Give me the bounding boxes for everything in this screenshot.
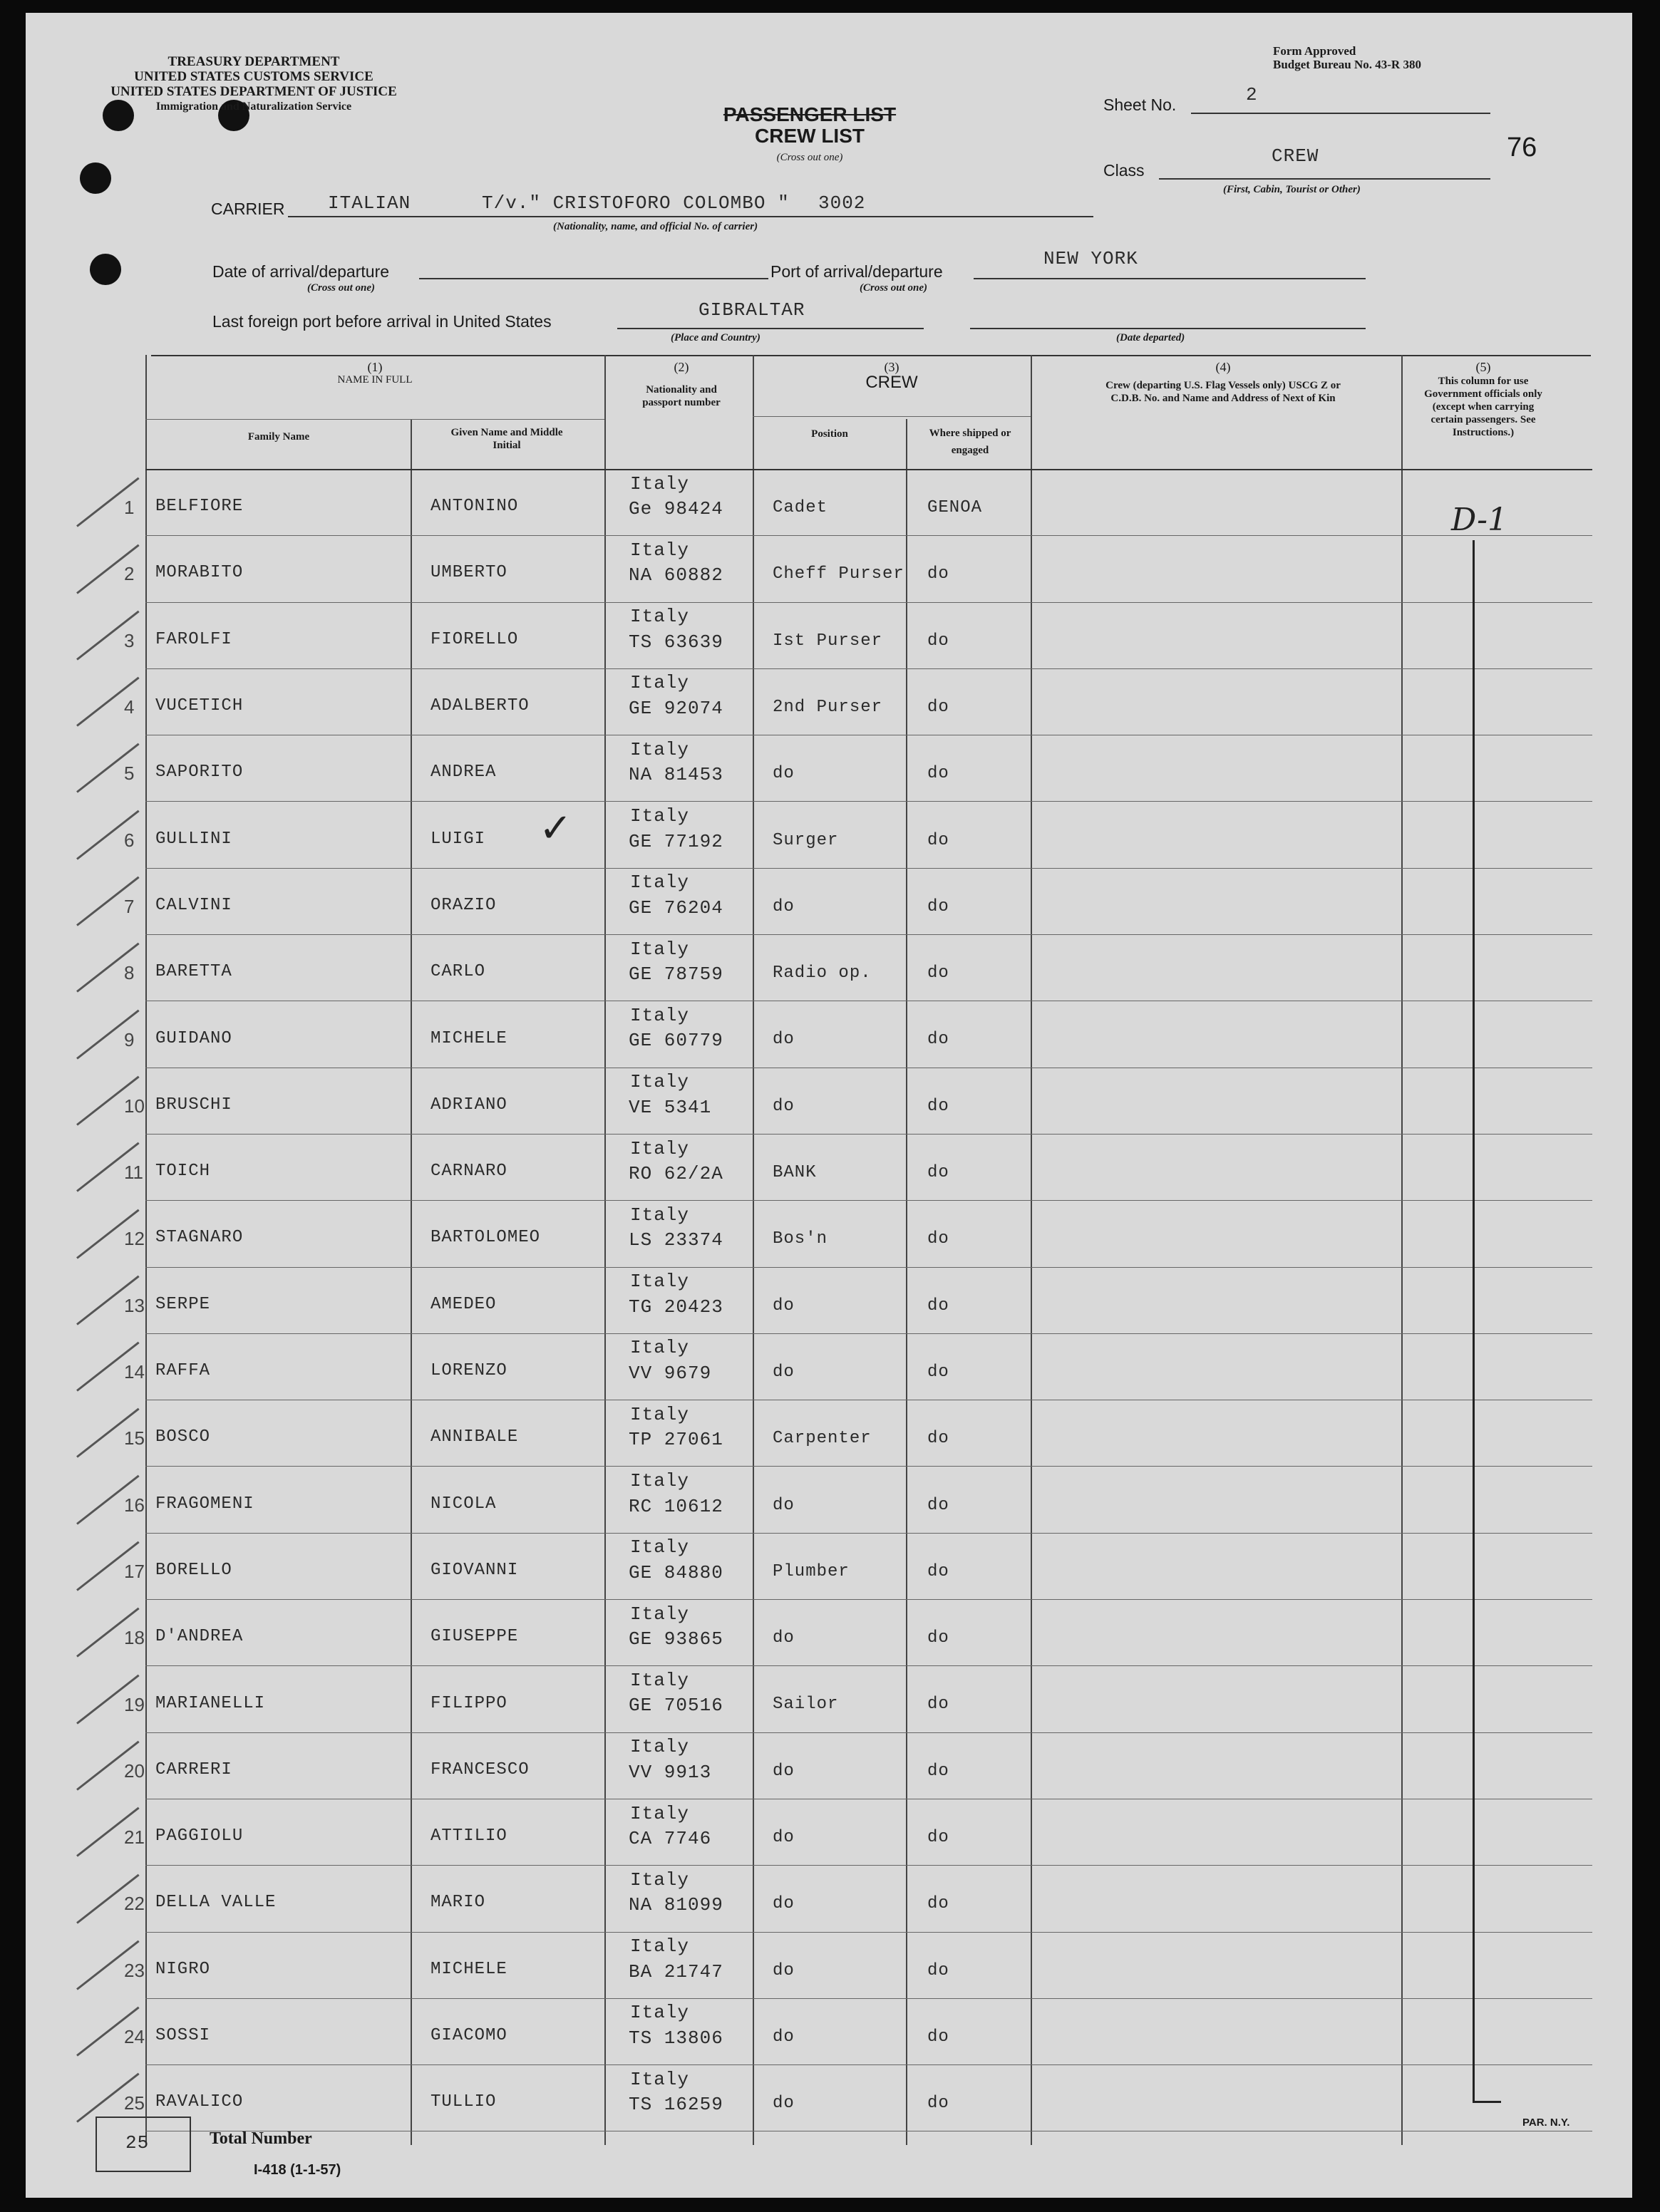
col1-header: [147, 361, 603, 386]
family-name: MORABITO: [155, 563, 244, 583]
table-row: [26, 1267, 1632, 1333]
crew-position: do: [773, 1628, 795, 1648]
table-row: [26, 1001, 1632, 1067]
nationality: Italy: [630, 1137, 690, 1159]
family-name: D'ANDREA: [155, 1627, 244, 1647]
sheet-label: Sheet No.: [1103, 95, 1177, 114]
nationality: Italy: [630, 938, 690, 960]
family-name: RAFFA: [155, 1361, 211, 1381]
shipped-or-engaged: do: [927, 2094, 949, 2114]
shipped-or-engaged: do: [927, 1828, 949, 1848]
shipped-or-engaged: do: [927, 1761, 949, 1781]
row-number: 12: [124, 1228, 145, 1250]
date-departed-underline: [970, 328, 1366, 329]
row-number: 17: [124, 1560, 145, 1582]
shipped-or-engaged: do: [927, 1894, 949, 1914]
col-title: NAME IN FULL: [337, 374, 413, 386]
passport-number: GE 70516: [629, 1695, 723, 1717]
family-name: NIGRO: [155, 1959, 211, 1979]
passport-number: TS 63639: [629, 631, 723, 653]
family-name: SERPE: [155, 1294, 211, 1314]
date-label: Date of arrival/departure: [212, 262, 390, 281]
passport-number: GE 84880: [629, 1561, 723, 1583]
nationality: Italy: [630, 2068, 690, 2090]
crew-position: do: [773, 1296, 795, 1316]
family-name: BOSCO: [155, 1427, 211, 1447]
total-value: 25: [125, 2132, 150, 2154]
family-name: BARETTA: [155, 962, 232, 982]
shipped-or-engaged: do: [927, 1960, 949, 1980]
title-crew: CREW LIST: [755, 125, 865, 147]
passport-number: RC 10612: [629, 1495, 723, 1517]
agency-line: TREASURY DEPARTMENT: [167, 54, 340, 69]
table-row: [26, 1998, 1632, 2064]
table-row: [26, 1732, 1632, 1799]
table-row: [26, 1467, 1632, 1533]
given-name: ADALBERTO: [431, 696, 530, 716]
passport-number: GE 77192: [629, 830, 723, 852]
crew-position: do: [773, 1096, 795, 1116]
shipped-or-engaged: GENOA: [927, 498, 983, 518]
row-number: 1: [124, 497, 135, 519]
passport-number: GE 78759: [629, 963, 723, 986]
shipped-or-engaged: do: [927, 1695, 949, 1715]
shipped-or-engaged: do: [927, 764, 949, 784]
given-name: CARNARO: [431, 1162, 507, 1182]
class-note: (First, Cabin, Tourist or Other): [1223, 184, 1361, 195]
col2-header: [628, 361, 735, 409]
passport-number: VV 9679: [629, 1362, 712, 1384]
given-name: FIORELLO: [431, 629, 519, 649]
nationality: Italy: [630, 1403, 690, 1425]
shipped-or-engaged: do: [927, 1030, 949, 1050]
passport-number: NA 60882: [629, 564, 723, 586]
annotation-bracket-line: [1473, 540, 1475, 2101]
nationality: Italy: [630, 1004, 690, 1026]
row-number: 6: [124, 829, 135, 851]
given-name: AMEDEO: [431, 1294, 497, 1314]
table-row: [26, 1400, 1632, 1466]
col3-shipped-header: Where shipped or engaged: [929, 428, 1011, 456]
shipped-or-engaged: do: [927, 2027, 949, 2047]
col-num: (2): [674, 360, 689, 374]
given-name: BARTOLOMEO: [431, 1228, 541, 1248]
crew-position: do: [773, 1495, 795, 1515]
col4-header: [1095, 361, 1351, 405]
shipped-or-engaged: do: [927, 963, 949, 983]
crew-position: Surger: [773, 830, 839, 850]
nationality: Italy: [630, 1936, 690, 1958]
table-row: [26, 1865, 1632, 1931]
punch-hole: [90, 254, 121, 285]
form-id: I-418 (1-1-57): [254, 2162, 341, 2178]
last-port-label: Last foreign port before arrival in United States: [212, 312, 552, 331]
family-name: BELFIORE: [155, 497, 244, 517]
given-name: ANNIBALE: [431, 1427, 519, 1447]
row-number: 14: [124, 1361, 145, 1383]
shipped-or-engaged: do: [927, 697, 949, 717]
crew-position: do: [773, 1828, 795, 1848]
form-approved-line: Form Approved: [1273, 44, 1356, 58]
form-approved: [1273, 44, 1421, 71]
annotation-d1: D-1: [1451, 502, 1507, 538]
crew-position: do: [773, 1894, 795, 1914]
crew-list-document: [26, 13, 1632, 2198]
table-row: [26, 1200, 1632, 1266]
passport-number: GE 93865: [629, 1628, 723, 1650]
family-name: SAPORITO: [155, 763, 244, 782]
nationality: Italy: [630, 1802, 690, 1824]
list-title: [667, 104, 952, 168]
crew-position: Cadet: [773, 498, 828, 518]
shipped-or-engaged: do: [927, 1163, 949, 1183]
table-row: [26, 1799, 1632, 1865]
row-number: 13: [124, 1294, 145, 1316]
given-name: GIACOMO: [431, 2026, 507, 2046]
given-name: TULLIO: [431, 2092, 497, 2112]
annotation-bracket-foot: [1473, 2101, 1501, 2103]
given-name: ADRIANO: [431, 1095, 507, 1115]
sheet-value: 2: [1246, 84, 1258, 105]
nationality: Italy: [630, 805, 690, 827]
given-name: NICOLA: [431, 1494, 497, 1514]
col-title: Crew (departing U.S. Flag Vessels only) USCG Z or C.D.B. No. and Name and Address of Next of Kin: [1105, 380, 1341, 404]
check-mark: ✓: [539, 805, 572, 852]
nationality: Italy: [630, 539, 690, 561]
agency-header: [76, 54, 432, 114]
table-row: [26, 1665, 1632, 1732]
last-port-note: (Place and Country): [671, 332, 761, 343]
crew-position: do: [773, 896, 795, 916]
row-number: 16: [124, 1494, 145, 1516]
row-number: 24: [124, 2026, 145, 2048]
passport-number: LS 23374: [629, 1229, 723, 1251]
table-row: [26, 535, 1632, 601]
row-number: 22: [124, 1893, 145, 1915]
date-underline: [419, 278, 768, 279]
col3-position-header: Position: [811, 428, 848, 440]
nationality: Italy: [630, 1204, 690, 1226]
family-name: GUIDANO: [155, 1028, 232, 1048]
passport-number: GE 76204: [629, 896, 723, 919]
shipped-or-engaged: do: [927, 1561, 949, 1581]
subheader-rule: [145, 419, 604, 420]
row-number: 2: [124, 563, 135, 585]
table-row: [26, 668, 1632, 735]
shipped-or-engaged: do: [927, 1096, 949, 1116]
given-name: UMBERTO: [431, 563, 507, 583]
punch-hole: [80, 162, 111, 194]
agency-line: Immigration and Naturalization Service: [155, 100, 352, 113]
title-passenger: PASSENGER LIST: [723, 103, 897, 125]
given-name: GIOVANNI: [431, 1560, 519, 1580]
subheader-rule: [753, 416, 1031, 417]
passport-number: CA 7746: [629, 1828, 712, 1850]
nationality: Italy: [630, 1603, 690, 1625]
table-row: [26, 2064, 1632, 2131]
title-note: (Cross out one): [776, 152, 843, 163]
shipped-or-engaged: do: [927, 830, 949, 850]
crew-position: do: [773, 2027, 795, 2047]
col-num: (5): [1475, 360, 1491, 374]
carrier-note: (Nationality, name, and official No. of carrier): [553, 221, 758, 232]
given-name: ORAZIO: [431, 895, 497, 915]
crew-position: do: [773, 1960, 795, 1980]
row-number: 5: [124, 763, 135, 785]
family-name: DELLA VALLE: [155, 1893, 277, 1913]
nationality: Italy: [630, 606, 690, 628]
col-num: (4): [1215, 360, 1231, 374]
passport-number: GE 60779: [629, 1030, 723, 1052]
carrier-label: CARRIER: [211, 200, 285, 218]
given-name: FILIPPO: [431, 1693, 507, 1713]
given-name: MICHELE: [431, 1959, 507, 1979]
given-name: FRANCESCO: [431, 1759, 530, 1779]
shipped-or-engaged: do: [927, 564, 949, 584]
nationality: Italy: [630, 1736, 690, 1758]
nationality: Italy: [630, 2002, 690, 2024]
passport-number: TP 27061: [629, 1429, 723, 1451]
sheet-underline: [1191, 113, 1490, 114]
family-name: FAROLFI: [155, 629, 232, 649]
crew-position: Cheff Purser: [773, 564, 904, 584]
passport-number: GE 92074: [629, 697, 723, 719]
table-row: [26, 1533, 1632, 1599]
table-row: [26, 1068, 1632, 1134]
nationality: Italy: [630, 1869, 690, 1891]
row-number: 4: [124, 696, 135, 718]
carrier-underline: [288, 216, 1093, 217]
given-name: MICHELE: [431, 1028, 507, 1048]
table-row: [26, 1134, 1632, 1200]
nationality: Italy: [630, 1271, 690, 1293]
total-label: Total Number: [210, 2129, 312, 2148]
col-num: (1): [367, 360, 383, 374]
given-name: LUIGI: [431, 829, 486, 849]
row-number: 8: [124, 962, 135, 984]
given-name: MARIO: [431, 1893, 486, 1913]
nationality: Italy: [630, 1470, 690, 1492]
crew-position: do: [773, 1761, 795, 1781]
given-name: ANTONINO: [431, 497, 519, 517]
row-number: 7: [124, 895, 135, 917]
date-note: (Cross out one): [307, 282, 376, 294]
given-name: LORENZO: [431, 1361, 507, 1381]
col5-header: [1423, 361, 1544, 439]
col1-family-header: Family Name: [247, 431, 310, 443]
nationality: Italy: [630, 1669, 690, 1691]
table-row: [26, 934, 1632, 1001]
shipped-or-engaged: do: [927, 1229, 949, 1249]
carrier-name: T/v." CRISTOFORO COLOMBO ": [482, 192, 790, 214]
passport-number: TS 13806: [629, 2027, 723, 2049]
table-row: [26, 802, 1632, 868]
passport-number: RO 62/2A: [629, 1163, 723, 1185]
family-name: BRUSCHI: [155, 1095, 232, 1115]
agency-line: UNITED STATES DEPARTMENT OF JUSTICE: [110, 84, 397, 99]
crew-position: do: [773, 764, 795, 784]
col-title: CREW: [865, 373, 918, 392]
port-value: NEW YORK: [1043, 248, 1138, 269]
page-stamp: 76: [1507, 133, 1537, 162]
family-name: MARIANELLI: [155, 1693, 266, 1713]
crew-position: Bos'n: [773, 1229, 828, 1249]
date-departed-note: (Date departed): [1116, 332, 1185, 343]
class-value: CREW: [1272, 145, 1319, 167]
port-label: Port of arrival/departure: [770, 262, 943, 281]
nationality: Italy: [630, 472, 690, 495]
shipped-or-engaged: do: [927, 1296, 949, 1316]
passport-number: Ge 98424: [629, 498, 723, 520]
shipped-or-engaged: do: [927, 1495, 949, 1515]
nationality: Italy: [630, 1337, 690, 1359]
class-label: Class: [1103, 161, 1145, 180]
crew-position: Sailor: [773, 1695, 839, 1715]
crew-position: Ist Purser: [773, 631, 883, 651]
carrier-nationality: ITALIAN: [328, 192, 411, 214]
row-number: 15: [124, 1427, 145, 1449]
carrier-number: 3002: [818, 192, 866, 214]
nationality: Italy: [630, 872, 690, 894]
port-note: (Cross out one): [860, 282, 928, 294]
crew-position: do: [773, 1362, 795, 1382]
family-name: RAVALICO: [155, 2092, 244, 2112]
form-approved-line: Budget Bureau No. 43-R 380: [1273, 58, 1421, 71]
row-number: 20: [124, 1759, 145, 1782]
passport-number: TS 16259: [629, 2094, 723, 2116]
last-port-underline: [617, 328, 924, 329]
table-row: [26, 868, 1632, 934]
port-underline: [974, 278, 1366, 279]
family-name: STAGNARO: [155, 1228, 244, 1248]
nationality: Italy: [630, 672, 690, 694]
family-name: FRAGOMENI: [155, 1494, 254, 1514]
nationality: Italy: [630, 738, 690, 760]
family-name: TOICH: [155, 1162, 211, 1182]
passport-number: TG 20423: [629, 1296, 723, 1318]
table-row: [26, 469, 1632, 535]
row-number: 19: [124, 1693, 145, 1715]
crew-position: BANK: [773, 1163, 817, 1183]
row-number: 21: [124, 1826, 145, 1849]
family-name: VUCETICH: [155, 696, 244, 716]
family-name: BORELLO: [155, 1560, 232, 1580]
col3-header: [754, 360, 1029, 392]
crew-position: Radio op.: [773, 963, 872, 983]
shipped-or-engaged: do: [927, 1628, 949, 1648]
class-underline: [1159, 178, 1490, 180]
table-row: [26, 1599, 1632, 1665]
last-port-value: GIBRALTAR: [698, 299, 805, 321]
given-name: ATTILIO: [431, 1826, 507, 1846]
crew-position: do: [773, 2094, 795, 2114]
given-name: GIUSEPPE: [431, 1627, 519, 1647]
passport-number: VV 9913: [629, 1761, 712, 1783]
row-number: 11: [124, 1162, 143, 1184]
col-title: This column for use Government officials only (except when carrying certain passengers. See Instructions.): [1424, 376, 1542, 438]
col-title: Nationality and passport number: [642, 384, 721, 408]
print-mark: PAR. N.Y.: [1522, 2117, 1570, 2129]
nationality: Italy: [630, 1071, 690, 1093]
table-top-border: [151, 355, 1591, 356]
given-name: CARLO: [431, 962, 486, 982]
crew-position: Plumber: [773, 1561, 850, 1581]
table-row: [26, 735, 1632, 801]
row-number: 9: [124, 1028, 135, 1050]
passport-number: NA 81099: [629, 1894, 723, 1916]
crew-position: Carpenter: [773, 1429, 872, 1449]
family-name: PAGGIOLU: [155, 1826, 244, 1846]
given-name: ANDREA: [431, 763, 497, 782]
row-number: 18: [124, 1627, 145, 1649]
passport-number: VE 5341: [629, 1096, 712, 1118]
family-name: GULLINI: [155, 829, 232, 849]
row-number: 23: [124, 1959, 145, 1981]
row-number: 10: [124, 1095, 145, 1117]
passport-number: BA 21747: [629, 1960, 723, 1983]
col-num: (3): [884, 360, 899, 374]
family-name: CALVINI: [155, 895, 232, 915]
passport-number: NA 81453: [629, 764, 723, 786]
crew-position: do: [773, 1030, 795, 1050]
table-row: [26, 602, 1632, 668]
row-number: 3: [124, 629, 135, 651]
family-name: CARRERI: [155, 1759, 232, 1779]
crew-position: 2nd Purser: [773, 697, 883, 717]
row-number: 25: [124, 2092, 145, 2114]
table-row: [26, 1333, 1632, 1400]
shipped-or-engaged: do: [927, 1429, 949, 1449]
table-row: [26, 1932, 1632, 1998]
nationality: Italy: [630, 1536, 690, 1559]
family-name: SOSSI: [155, 2026, 211, 2046]
shipped-or-engaged: do: [927, 631, 949, 651]
agency-line: UNITED STATES CUSTOMS SERVICE: [134, 69, 373, 84]
shipped-or-engaged: do: [927, 1362, 949, 1382]
shipped-or-engaged: do: [927, 896, 949, 916]
col1-given-header: Given Name and Middle Initial: [450, 427, 563, 451]
